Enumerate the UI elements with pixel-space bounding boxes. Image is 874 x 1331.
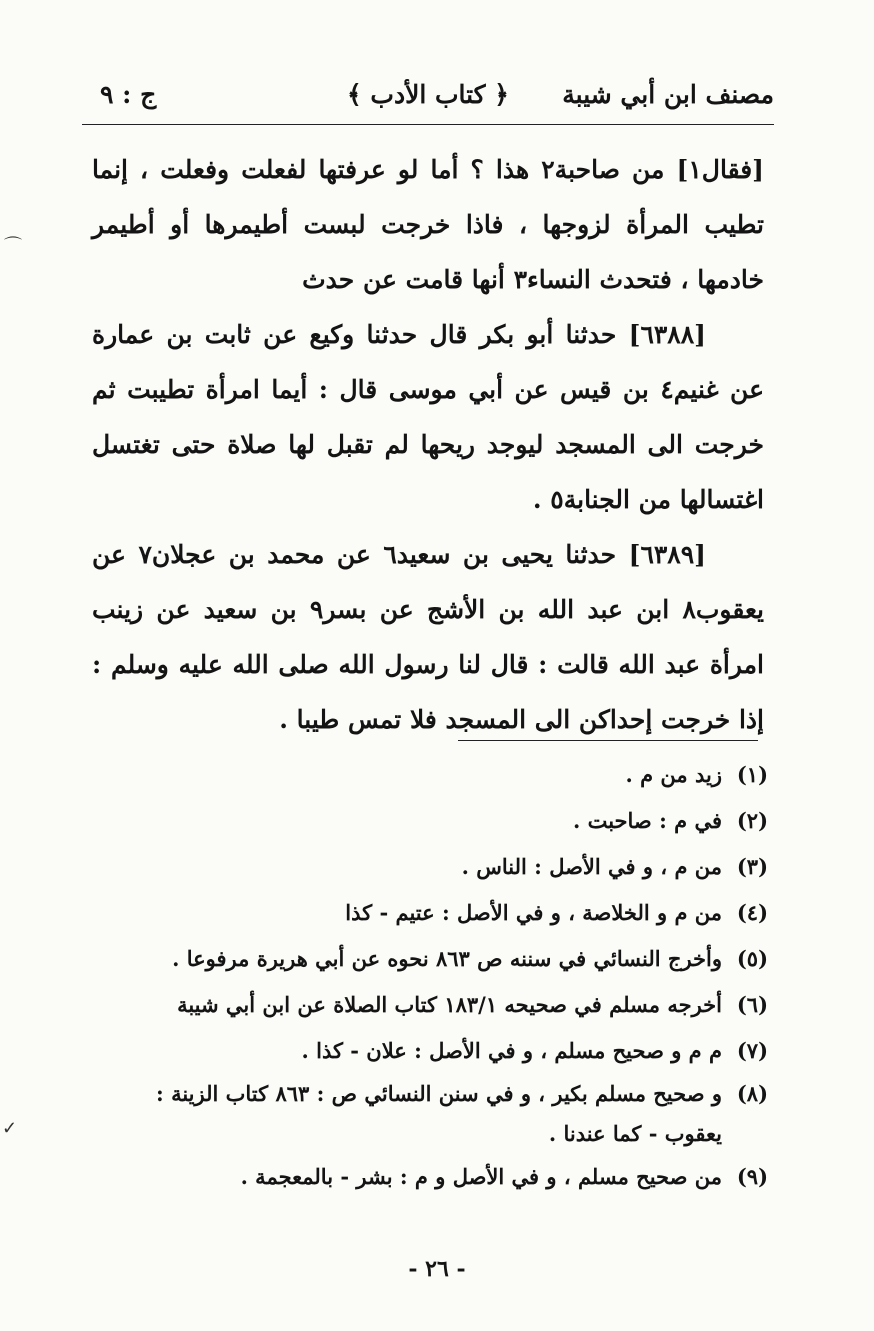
page-number: - ٢٦ - bbox=[408, 1256, 466, 1282]
footnote-text: من صحيح مسلم ، و في الأصل و م : بشر - بالمعجمة . bbox=[240, 1164, 722, 1189]
paragraph: [٦٣٨٨] حدثنا أبو بكر قال حدثنا وكيع عن ثابت بن عمارة عن غنيم٤ بن قيس عن أبي موسى قال : أيما امرأة تطيبت ثم خرجت الى المسجد ليوجد ريحها لم تقبل لها صلاة حتى تغتسل اغتسالها من الجنابة٥ . bbox=[92, 320, 765, 514]
main-text bbox=[92, 142, 764, 747]
footnote-text: زيد من م . bbox=[625, 762, 722, 787]
paragraph: [فقال١] من صاحبة٢ هذا ؟ أما لو عرفتها لفعلت وفعلت ، إنما تطيب المرأة لزوجها ، فاذا خرجت لبست أطيمرها أو أطيمر خادمها ، فتحدث النساء٣ أنها قامت عن حدث bbox=[92, 155, 764, 294]
footnote-number: (٤) bbox=[736, 900, 768, 925]
footnote bbox=[150, 798, 768, 844]
footnote bbox=[150, 1028, 768, 1074]
footnote-text: م م و صحيح مسلم ، و في الأصل : علان - كذا . bbox=[301, 1038, 722, 1063]
footnote-text: في م : صاحبت . bbox=[572, 808, 722, 833]
footnote-number: (٥) bbox=[736, 946, 768, 971]
footnote-text: أخرجه مسلم في صحيحه ١٨٣/١ كتاب الصلاة عن ابن أبي شيبة bbox=[177, 992, 722, 1017]
footnote-number: (٩) bbox=[736, 1164, 768, 1189]
footnote-number: (٢) bbox=[736, 808, 768, 833]
footnote-text: و صحيح مسلم بكير ، و في سنن النسائي ص : ٨٦٣ كتاب الزينة : يعقوب - كما عندنا . bbox=[156, 1081, 722, 1146]
footnote-number: (٧) bbox=[736, 1038, 768, 1063]
paragraph: [٦٣٨٩] حدثنا يحيى بن سعيد٦ عن محمد بن عجلان٧ عن يعقوب٨ ابن عبد الله بن الأشج عن بسر٩ بن سعيد عن زينب امرأة عبد الله قالت : قال لنا رسول الله صلى الله عليه وسلم : إذا خرجت إحداكن الى المسجد فلا تمس طيبا . bbox=[92, 540, 764, 734]
footnote-number: (٨) bbox=[736, 1081, 768, 1106]
footnote-number: (١) bbox=[736, 762, 768, 787]
footnote bbox=[150, 844, 768, 890]
footnote-number: (٦) bbox=[736, 992, 768, 1017]
footnote bbox=[150, 1074, 768, 1154]
footnote bbox=[150, 890, 768, 936]
footnote-text: من م و الخلاصة ، و في الأصل : عتيم - كذا bbox=[345, 900, 722, 925]
footnote bbox=[150, 982, 768, 1028]
footnote bbox=[150, 1154, 768, 1200]
footnote bbox=[150, 752, 768, 798]
running-header bbox=[82, 74, 774, 118]
footnote-number: (٣) bbox=[736, 854, 768, 879]
margin-mark: ⌒ bbox=[4, 236, 22, 257]
footnote-text: من م ، و في الأصل : الناس . bbox=[461, 854, 722, 879]
header-book-title: مصنف ابن أبي شيبة bbox=[562, 80, 774, 109]
footnote-rule bbox=[458, 740, 758, 741]
footnote-text: وأخرج النسائي في سننه ص ٨٦٣ نحوه عن أبي هريرة مرفوعا . bbox=[172, 946, 722, 971]
footnotes bbox=[150, 752, 768, 1200]
margin-mark: ✓ bbox=[2, 1118, 18, 1139]
header-rule bbox=[82, 124, 774, 125]
header-volume: ج : ٩ bbox=[100, 80, 157, 109]
footnote bbox=[150, 936, 768, 982]
header-chapter-title: ﴿ كتاب الأدب ﴾ bbox=[347, 80, 509, 109]
